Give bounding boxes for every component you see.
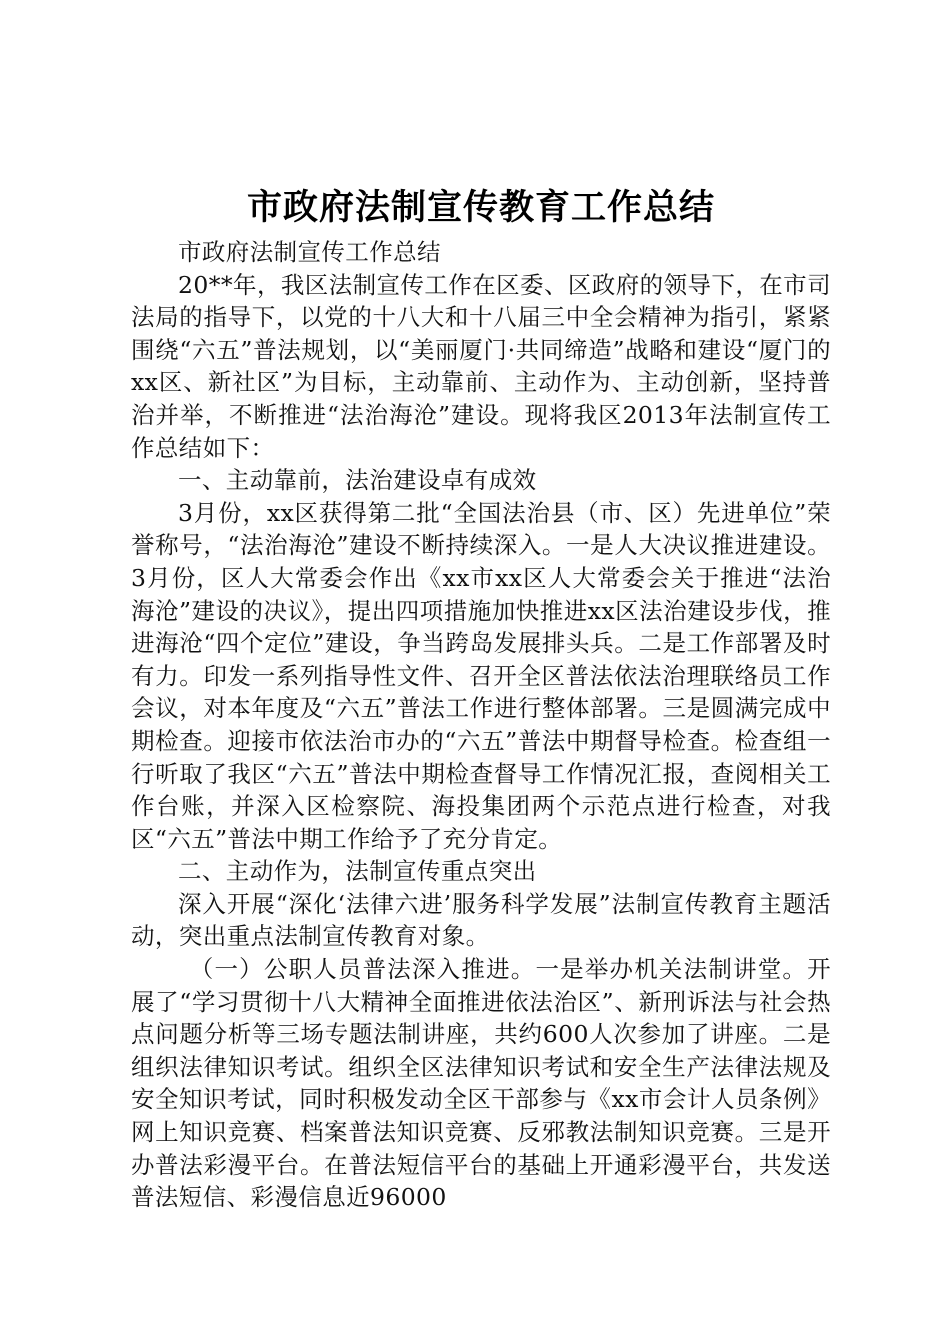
section-1-paragraph: 3月份，xx区获得第二批“全国法治县（市、区）先进单位”荣誉称号，“法治海沧”建设不断持续深入。一是人大决议推进建设。3月份，区人大常委会作出《xx市xx区人大常委会关于推进“法治海沧”建设的决议》，提出四项措施加快推进xx区法治建设步伐，推进海沧“四个定位”建设，争当跨岛发展排头兵。二是工作部署及时有力。印发一系列指导性文件、召开全区普法依法治理联络员工作会议，对本年度及“六五”普法工作进行整体部署。三是圆满完成中期检查。迎接市依法治市办的“六五”普法中期督导检查。检查组一行听取了我区“六五”普法中期检查督导工作情况汇报，查阅相关工作台账，并深入区检察院、海投集团两个示范点进行检查，对我区“六五”普法中期工作给予了充分肯定。 bbox=[131, 498, 831, 853]
document-title: 市政府法制宣传教育工作总结 bbox=[246, 187, 715, 228]
section-heading-2: 二、主动作为，法制宣传重点突出 bbox=[178, 857, 537, 886]
section-heading-1: 一、主动靠前，法治建设卓有成效 bbox=[178, 466, 537, 495]
document-page bbox=[131, 182, 831, 1214]
subsection-1-paragraph: （一）公职人员普法深入推进。一是举办机关法制讲堂。开展了“学习贯彻十八大精神全面推进依法治区”、新刑诉法与社会热点问题分析等三场专题法制讲座，共约600人次参加了讲座。二是组织法律知识考试。组织全区法律知识考试和安全生产法律法规及安全知识考试，同时积极发动全区干部参与《xx市会计人员条例》网上知识竞赛、档案普法知识竞赛、反邪教法制知识竞赛。三是开办普法彩漫平台。在普法短信平台的基础上开通彩漫平台，共发送普法短信、彩漫信息近96000 bbox=[131, 955, 831, 1212]
section-2-intro-paragraph: 深入开展“深化‘法律六进’服务科学发展”法制宣传教育主题活动，突出重点法制宣传教育对象。 bbox=[131, 889, 831, 951]
document-subtitle: 市政府法制宣传工作总结 bbox=[178, 238, 441, 266]
intro-paragraph: 20**年，我区法制宣传工作在区委、区政府的领导下，在市司法局的指导下，以党的十八大和十八届三中全会精神为指引，紧紧围绕“六五”普法规划，以“美丽厦门·共同缔造”战略和建设“厦门的xx区、新社区”为目标，主动靠前、主动作为、主动创新，坚持普治并举，不断推进“法治海沧”建设。现将我区2013年法制宣传工作总结如下： bbox=[131, 270, 831, 462]
